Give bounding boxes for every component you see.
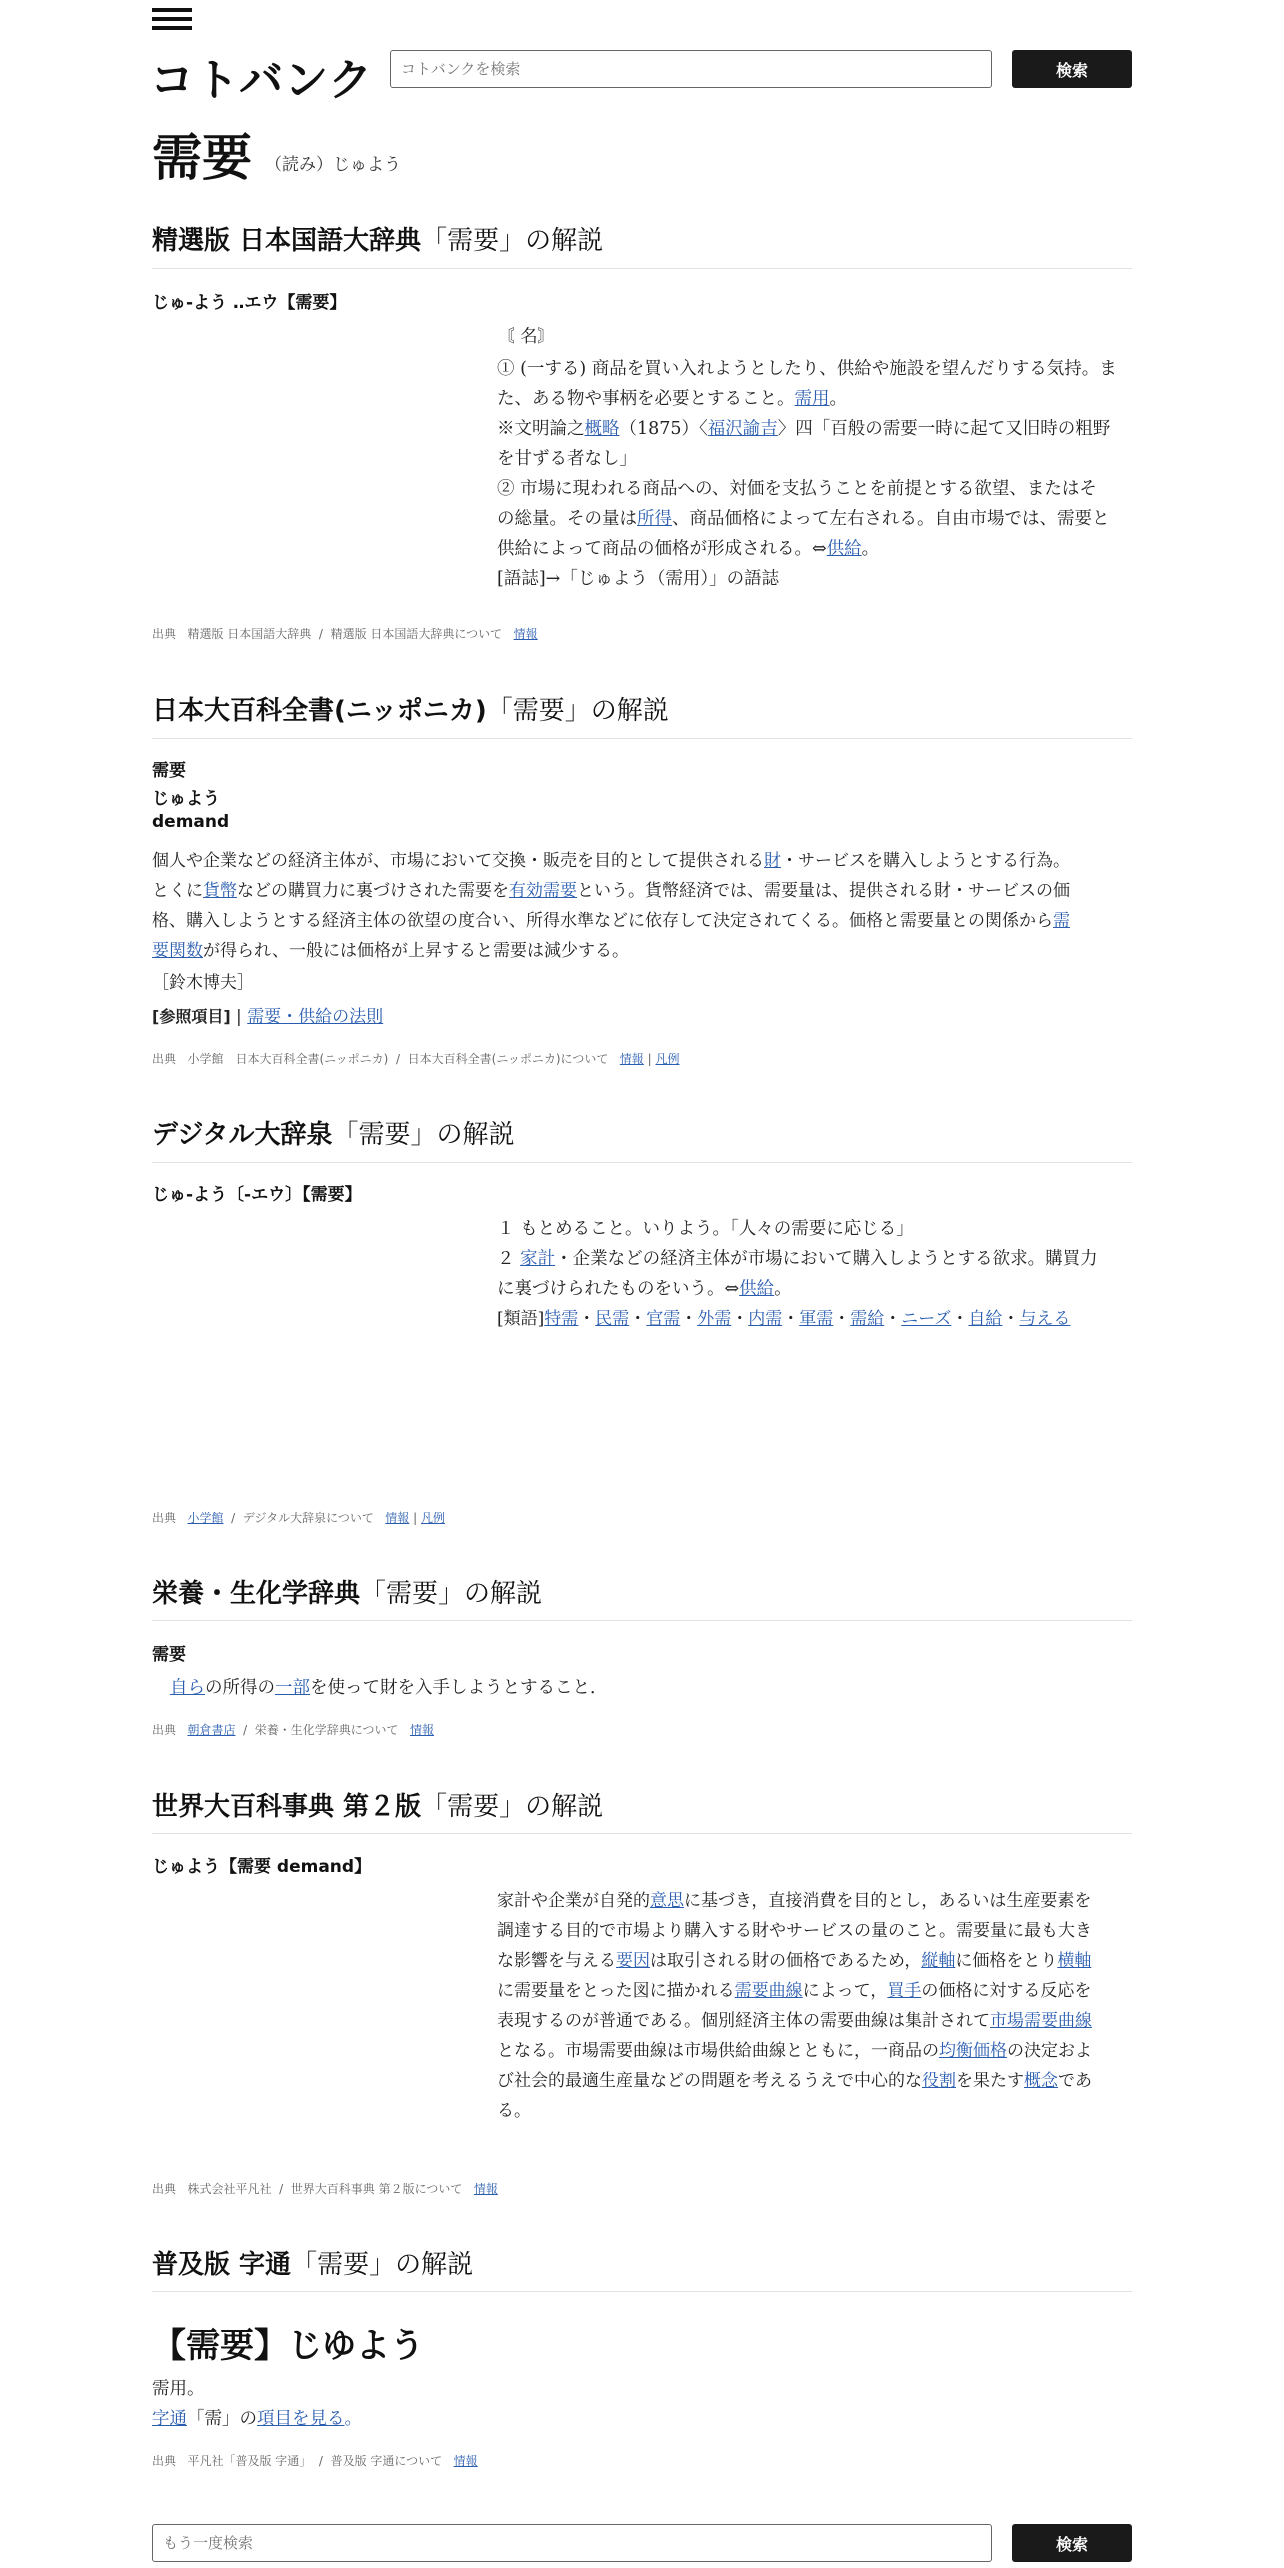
related-separator: ・ <box>680 1309 698 1329</box>
site-logo[interactable]: コトバンク <box>150 55 374 106</box>
entry-reading: じゅよう <box>152 789 220 809</box>
entry-term: じゅ‐よう ‥エウ【需要】 <box>152 293 347 313</box>
definition-2: ② 市場に現われる商品への、対価を支払うことを前提とする欲望、またはそ の総量。その量は所得、商品価格によって左右される。自由市場では、需要と 供給によって商品の価格が形成される。⇔供給。 <box>497 479 1110 559</box>
divider <box>152 1620 1132 1621</box>
link-tatejiku[interactable]: 縦軸 <box>921 1951 956 1971</box>
section-title-jitsu: 普及版 字通「需要」の解説 <box>152 2250 474 2280</box>
info-link[interactable]: 情報 <box>619 1052 644 1066</box>
definition-body: 需用。 字通「需」の項目を見る。 <box>152 2379 362 2429</box>
info-link[interactable]: 情報 <box>513 627 538 641</box>
entry-english: demand <box>152 812 230 832</box>
link-yokojiku[interactable]: 横軸 <box>1057 1951 1092 1971</box>
section-title-eiyo: 栄養・生化学辞典「需要」の解説 <box>152 1579 543 1609</box>
source-line: 出典 小学館 / デジタル大辞泉について 情報 | 凡例 <box>152 1511 445 1525</box>
related-word-link[interactable]: 民需 <box>595 1309 630 1329</box>
citation: ※文明論之概略（1875）〈福沢諭吉〉四「百般の需要一時に起て又旧時の粗野 を甘ずる者なし」 <box>497 419 1111 469</box>
link-juyo-kansu-cont[interactable]: 要関数 <box>152 941 203 961</box>
entry-term: じゅよう【需要 demand】 <box>152 1857 372 1877</box>
link-youin[interactable]: 要因 <box>616 1951 650 1971</box>
related-word-link[interactable]: 軍需 <box>799 1309 834 1329</box>
link-ichibu[interactable]: 一部 <box>275 1678 310 1698</box>
link-gainen[interactable]: 概念 <box>1024 2071 1058 2091</box>
definition-body <box>497 1214 1137 1334</box>
link-kakei[interactable]: 家計 <box>520 1249 556 1269</box>
link-zai[interactable]: 財 <box>764 851 781 871</box>
section-title-daijisen: デジタル大辞泉「需要」の解説 <box>152 1120 515 1150</box>
related-separator: ・ <box>1002 1309 1020 1329</box>
link-jitsu[interactable]: 字通 <box>152 2409 187 2429</box>
link-gairyaku[interactable]: 概略 <box>584 419 620 439</box>
related-separator: ・ <box>578 1309 596 1329</box>
related-separator: ・ <box>833 1309 851 1329</box>
divider <box>152 738 1132 739</box>
link-yakuwari[interactable]: 役割 <box>922 2071 956 2091</box>
goshi-note: [語誌]→「じゅよう（需用）」の語誌 <box>497 569 780 589</box>
link-koumoku[interactable]: 項目を見る <box>257 2409 345 2429</box>
entry-term: 需要 <box>152 761 186 781</box>
source-line: 出典 平凡社「普及版 字通」 / 普及版 字通について 情報 <box>152 2454 478 2468</box>
link-shijo-juyo-kyokusen[interactable]: 市場需要曲線 <box>990 2011 1092 2031</box>
definition-body: 個人や企業などの経済主体が、市場において交換・販売を目的として提供される財・サービスを購入しようとする行為。 とくに貨幣などの購買力に裏づけされた需要を有効需要という。貨幣経済では、需要量は、提供される財・サービスの価 格、購入しようとする経済主体の欲望の度合い、所得水準などに依存して決定されてくる。価格と需要量との関係から需 要関数が得られ、一般には価格が上昇すると需要は減少する。 ［鈴木博夫］ [参照項目] | 需要・供給の法則 <box>152 846 1137 1032</box>
divider <box>152 1833 1132 1834</box>
related-separator: ・ <box>951 1309 969 1329</box>
related-separator: ・ <box>629 1309 647 1329</box>
link-juyo-kyokusen[interactable]: 需要曲線 <box>734 1981 803 2001</box>
section-title-nipponica: 日本大百科全書(ニッポニカ)「需要」の解説 <box>152 696 669 726</box>
divider <box>152 268 1132 269</box>
link-fukuzawa[interactable]: 福沢諭吉 <box>707 419 778 439</box>
related-separator: ・ <box>731 1309 749 1329</box>
related-word-link[interactable]: 内需 <box>748 1309 783 1329</box>
link-mizukara[interactable]: 自ら <box>170 1678 205 1698</box>
link-kahei[interactable]: 貨幣 <box>203 881 237 901</box>
definition-2: ２ 家計・企業などの経済主体が市場において購入しようとする欲求。購買力 に裏づけられたものをいう。⇔供給。 <box>497 1249 1098 1299</box>
definition-body: 自らの所得の一部を使って財を入手しようとすること． <box>170 1678 608 1698</box>
link-juyo-kyokyu-hosoku[interactable]: 需要・供給の法則 <box>247 1007 384 1027</box>
divider <box>152 1162 1132 1163</box>
info-link[interactable]: 情報 <box>453 2454 478 2468</box>
search-input[interactable] <box>390 50 992 88</box>
divider <box>152 2291 1132 2292</box>
part-of-speech: 〘 名〙 <box>497 327 556 347</box>
related-word-link[interactable]: 官需 <box>646 1309 681 1329</box>
definition-body: 家計や企業が自発的意思に基づき，直接消費を目的とし，あるいは生産要素を 調達する目的で市場より購入する財やサービスの量のこと。需要量に最も大き な影響を与える要因は取引される財の価格であるため，縦軸に価格をとり横軸 に需要量をとった図に描かれる需要曲線によって，買手の価格に対する反応を 表現するのが普通である。個別経済主体の需要曲線は集計されて市場需要曲線 となる。市場需要曲線は市場供給曲線とともに，一商品の均衡価格の決定およ び社会的最適生産量などの問題を考えるうえで中心的な役割を果たす概念であ る。 <box>497 1891 1092 2121</box>
link-kyokyu[interactable]: 供給 <box>739 1279 775 1299</box>
related-word-link[interactable]: 外需 <box>697 1309 732 1329</box>
section-title-seisenban: 精選版 日本国語大辞典「需要」の解説 <box>152 226 604 256</box>
page-title: 需要 <box>152 129 252 187</box>
jitsu-headword: 【需要】じゆよう <box>152 2326 424 2366</box>
related-word-link[interactable]: ニーズ <box>901 1309 952 1329</box>
publisher-link[interactable]: 朝倉書店 <box>187 1723 236 1737</box>
source-line: 出典 精選版 日本国語大辞典 / 精選版 日本国語大辞典について 情報 <box>152 627 538 641</box>
info-link[interactable]: 情報 <box>385 1511 410 1525</box>
menu-icon[interactable] <box>152 8 192 32</box>
related-word-link[interactable]: 自給 <box>968 1309 1003 1329</box>
info-link[interactable]: 情報 <box>473 2182 498 2196</box>
reading: （読み）じゅよう <box>265 155 401 175</box>
related-separator: ・ <box>782 1309 800 1329</box>
info-link[interactable]: 情報 <box>410 1723 435 1737</box>
source-line: 出典 株式会社平凡社 / 世界大百科事典 第２版について 情報 <box>152 2182 498 2196</box>
definition-1: ① (一する) 商品を買い入れようとしたり、供給や施設を望んだりする気持。ま た、ある物や事柄を必要とすること。需用。 <box>497 359 1117 409</box>
footer-search-input[interactable] <box>152 2524 992 2562</box>
publisher-link[interactable]: 小学館 <box>187 1511 224 1525</box>
definition-body <box>497 322 1137 594</box>
entry-term: じゅ‐よう〔‐エウ〕【需要】 <box>152 1185 362 1205</box>
related-word-link[interactable]: 与える <box>1019 1309 1071 1329</box>
footer-search-button[interactable]: 検索 <box>1012 2524 1132 2562</box>
related-word-link[interactable]: 特需 <box>544 1309 579 1329</box>
hanrei-link[interactable]: 凡例 <box>655 1052 680 1066</box>
link-ishi[interactable]: 意思 <box>650 1891 684 1911</box>
link-shotoku[interactable]: 所得 <box>637 509 672 529</box>
related-separator: ・ <box>884 1309 902 1329</box>
search-button[interactable]: 検索 <box>1012 50 1132 88</box>
hanrei-link[interactable]: 凡例 <box>420 1511 445 1525</box>
link-juyo-kansu[interactable]: 需 <box>1053 911 1070 931</box>
definition-1: １ もとめること。いりよう。「人々の需要に応じる」 <box>497 1219 914 1239</box>
entry-term: 需要 <box>152 1645 186 1665</box>
link-juyo[interactable]: 需用 <box>794 389 830 409</box>
source-line: 出典 朝倉書店 / 栄養・生化学辞典について 情報 <box>152 1723 435 1737</box>
link-kinko-kakaku[interactable]: 均衡価格 <box>939 2041 1007 2061</box>
section-title-sekai: 世界大百科事典 第２版「需要」の解説 <box>152 1792 604 1822</box>
author: ［鈴木博夫］ <box>152 973 254 993</box>
link-kaite[interactable]: 買手 <box>887 1981 922 2001</box>
link-kyokyu[interactable]: 供給 <box>826 539 862 559</box>
reference-items: [参照項目] | 需要・供給の法則 <box>152 1007 384 1027</box>
link-yuko-juyo[interactable]: 有効需要 <box>509 881 577 901</box>
source-line: 出典 小学館 日本大百科全書(ニッポニカ) / 日本大百科全書(ニッポニカ)について 情報 | 凡例 <box>152 1052 680 1066</box>
related-words: [類語]特需・民需・官需・外需・内需・軍需・需給・ニーズ・自給・与える <box>497 1309 1071 1329</box>
related-word-link[interactable]: 需給 <box>850 1309 885 1329</box>
